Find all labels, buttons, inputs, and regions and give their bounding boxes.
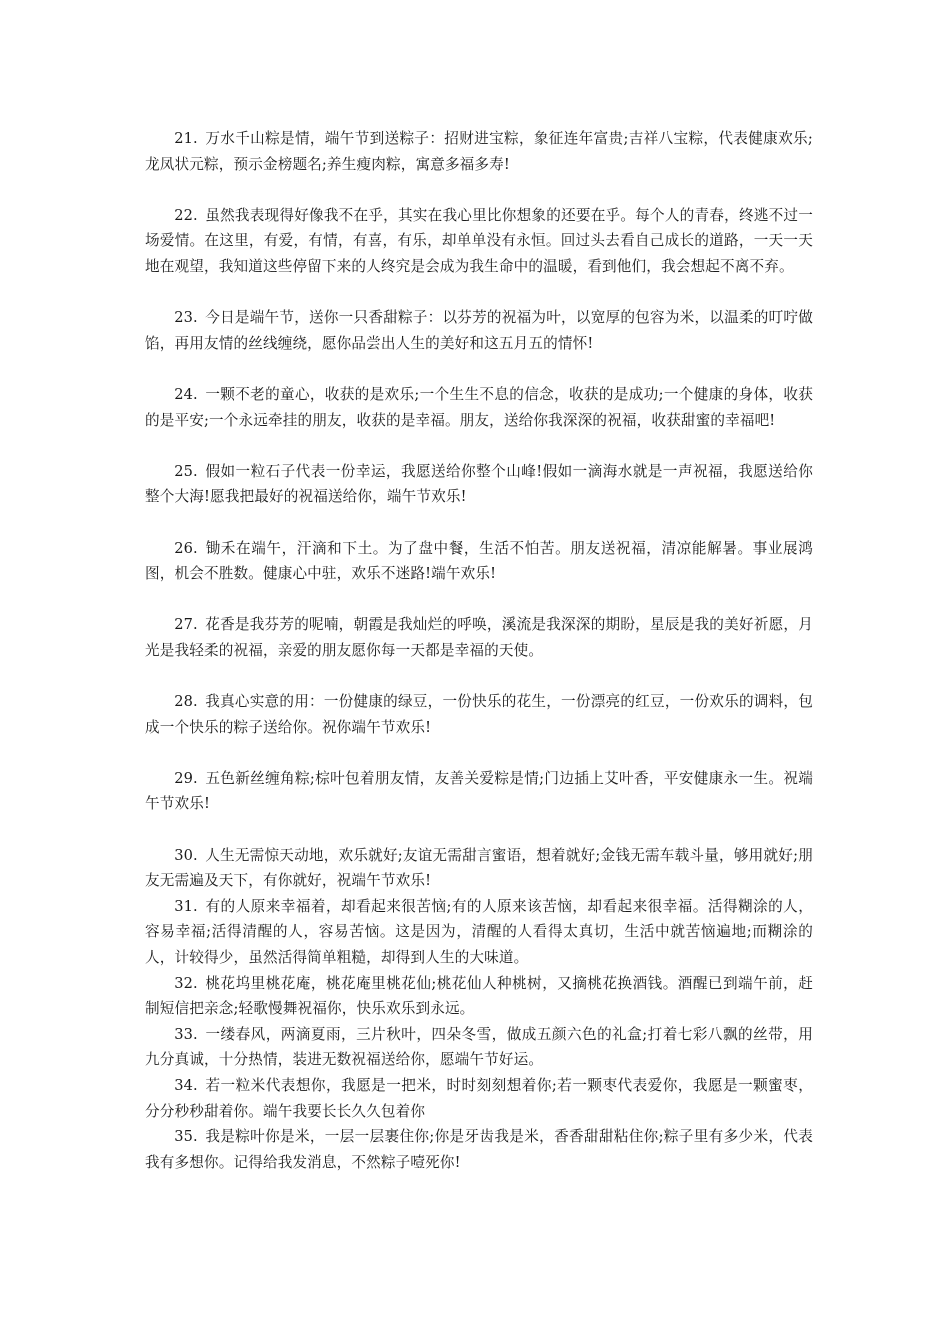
paragraph-text: 一缕春风，两滴夏雨，三片秋叶，四朵冬雪，做成五颜六色的礼盒;打着七彩八飘的丝带，用九分真诚，十分热情，装进无数祝福送给你，愿端午节好运。 [145, 1025, 813, 1069]
paragraph-text: 锄禾在端午，汗滴和下土。为了盘中餐，生活不怕苦。朋友送祝福，清凉能解暑。事业展鸿图，机会不胜数。健康心中驻，欢乐不迷路!端午欢乐! [145, 539, 813, 583]
paragraph-text: 我是粽叶你是米，一层一层裹住你;你是牙齿我是米，香香甜甜粘住你;粽子里有多少米，代表我有多想你。记得给我发消息，不然粽子噎死你! [145, 1128, 813, 1171]
paragraph-number: 29. [174, 769, 198, 787]
paragraph-number: 23. [174, 309, 198, 327]
paragraph-text: 桃花坞里桃花庵，桃花庵里桃花仙;桃花仙人种桃树，又摘桃花换酒钱。酒醒已到端午前，赶制短信把亲念;轻歌慢舞祝福你，快乐欢乐到永远。 [145, 974, 813, 1018]
paragraph-32 [145, 971, 813, 1022]
paragraph-22 [145, 203, 813, 280]
paragraph-text: 五色新丝缠角粽;棕叶包着朋友情，友善关爱粽是情;门边插上艾叶香，平安健康永一生。祝端午节欢乐! [145, 769, 813, 813]
paragraph-27 [145, 612, 813, 663]
paragraph-29 [145, 766, 813, 817]
paragraph-21 [145, 126, 813, 177]
paragraph-number: 30. [174, 846, 198, 864]
paragraph-35 [145, 1124, 813, 1175]
paragraph-number: 31. [174, 897, 198, 915]
paragraph-34 [145, 1073, 813, 1124]
paragraph-text: 若一粒米代表想你，我愿是一把米，时时刻刻想着你;若一颗枣代表爱你，我愿是一颗蜜枣，分分秒秒甜着你。端午我要长长久久包着你 [145, 1076, 813, 1120]
document-page [145, 126, 813, 1175]
paragraph-30 [145, 843, 813, 894]
paragraph-number: 34. [174, 1076, 198, 1094]
paragraph-26 [145, 536, 813, 587]
paragraph-text: 有的人原来幸福着，却看起来很苦恼;有的人原来该苦恼，却看起来很幸福。活得糊涂的人，容易幸福;活得清醒的人，容易苦恼。这是因为，清醒的人看得太真切，生活中就苦恼遍地;而糊涂的人，计较得少，虽然活得简单粗糙，却得到人生的大味道。 [145, 897, 813, 966]
paragraph-text: 一颗不老的童心，收获的是欢乐;一个生生不息的信念，收获的是成功;一个健康的身体，收获的是平安;一个永远牵挂的朋友，收获的是幸福。朋友，送给你我深深的祝福，收获甜蜜的幸福吧! [145, 385, 813, 429]
paragraph-text: 假如一粒石子代表一份幸运，我愿送给你整个山峰!假如一滴海水就是一声祝福，我愿送给你整个大海!愿我把最好的祝福送给你，端午节欢乐! [145, 462, 813, 506]
paragraph-33 [145, 1022, 813, 1073]
paragraph-text: 花香是我芬芳的呢喃，朝霞是我灿烂的呼唤，溪流是我深深的期盼，星辰是我的美好祈愿，月光是我轻柔的祝福，亲爱的朋友愿你每一天都是幸福的天使。 [145, 616, 813, 659]
paragraph-text: 我真心实意的用：一份健康的绿豆，一份快乐的花生，一份漂亮的红豆，一份欢乐的调料，包成一个快乐的粽子送给你。祝你端午节欢乐! [145, 693, 813, 736]
paragraph-number: 32. [174, 974, 198, 992]
paragraph-23 [145, 305, 813, 356]
paragraph-text: 人生无需惊天动地，欢乐就好;友谊无需甜言蜜语，想着就好;金钱无需车载斗量，够用就好;朋友无需遍及天下，有你就好，祝端午节欢乐! [145, 846, 813, 890]
paragraph-text: 万水千山粽是情，端午节到送粽子：招财进宝粽，象征连年富贵;吉祥八宝粽，代表健康欢乐;龙凤状元粽，预示金榜题名;养生瘦肉粽，寓意多福多寿! [145, 130, 813, 173]
paragraph-number: 35. [174, 1128, 198, 1146]
paragraph-number: 25. [174, 462, 198, 480]
paragraph-number: 33. [174, 1025, 198, 1043]
paragraph-25 [145, 459, 813, 510]
paragraph-number: 21. [174, 130, 198, 147]
paragraph-24 [145, 382, 813, 433]
paragraph-text: 虽然我表现得好像我不在乎，其实在我心里比你想象的还要在乎。每个人的青春，终逃不过一场爱情。在这里，有爱，有情，有喜，有乐，却单单没有永恒。回过头去看自己成长的道路，一天一天地在观望，我知道这些停留下来的人终究是会成为我生命中的温暖，看到他们，我会想起不离不弃。 [145, 206, 813, 275]
paragraph-31 [145, 894, 813, 971]
paragraph-number: 26. [174, 539, 198, 557]
paragraph-number: 27. [174, 616, 198, 634]
paragraph-number: 28. [174, 693, 198, 711]
paragraph-number: 22. [174, 206, 198, 224]
paragraph-28 [145, 689, 813, 740]
paragraph-number: 24. [174, 385, 198, 403]
paragraph-text: 今日是端午节，送你一只香甜粽子：以芬芳的祝福为叶，以宽厚的包容为米，以温柔的叮咛做馅，再用友情的丝线缠绕，愿你品尝出人生的美好和这五月五的情怀! [145, 309, 813, 352]
